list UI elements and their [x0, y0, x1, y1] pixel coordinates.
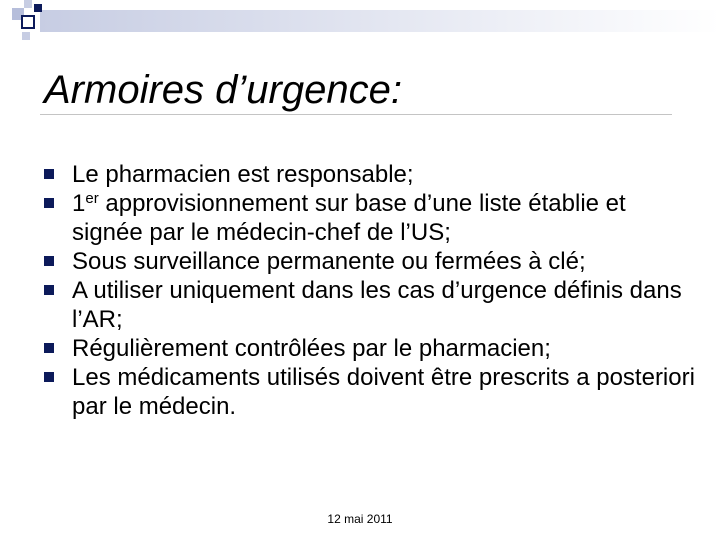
- square-bullet-icon: [44, 372, 54, 382]
- slide-title: Armoires d’urgence:: [44, 68, 402, 112]
- bullet-list: [0, 160, 720, 421]
- bullet-item: [0, 363, 720, 421]
- square-bullet-icon: [44, 169, 54, 179]
- bullet-ordinal: 1: [72, 190, 86, 217]
- bullet-item: [0, 276, 720, 334]
- square-bullet-icon: [44, 198, 54, 208]
- square-bullet-icon: [44, 256, 54, 266]
- title-divider: [40, 114, 672, 115]
- bullet-text: Les médicaments utilisés doivent être prescrits a posteriori par le médecin.: [72, 364, 695, 420]
- bullet-ordinal-superscript: er: [85, 190, 99, 207]
- bullet-text: Sous surveillance permanente ou fermées à clé;: [72, 248, 586, 275]
- bullet-text: approvisionnement sur base d’une liste établie et signée par le médecin-chef de l’US;: [72, 190, 626, 246]
- bullet-item: [0, 189, 720, 247]
- bullet-item: [0, 160, 720, 189]
- bullet-item: [0, 334, 720, 363]
- bullet-item: [0, 247, 720, 276]
- square-bullet-icon: [44, 343, 54, 353]
- header-decoration: [0, 0, 720, 60]
- bullet-text: Le pharmacien est responsable;: [72, 161, 414, 188]
- square-bullet-icon: [44, 285, 54, 295]
- slide-date-footer: 12 mai 2011: [327, 512, 393, 526]
- bullet-text: A utiliser uniquement dans les cas d’urgence définis dans l’AR;: [72, 277, 682, 333]
- bullet-text: Régulièrement contrôlées par le pharmacien;: [72, 335, 551, 362]
